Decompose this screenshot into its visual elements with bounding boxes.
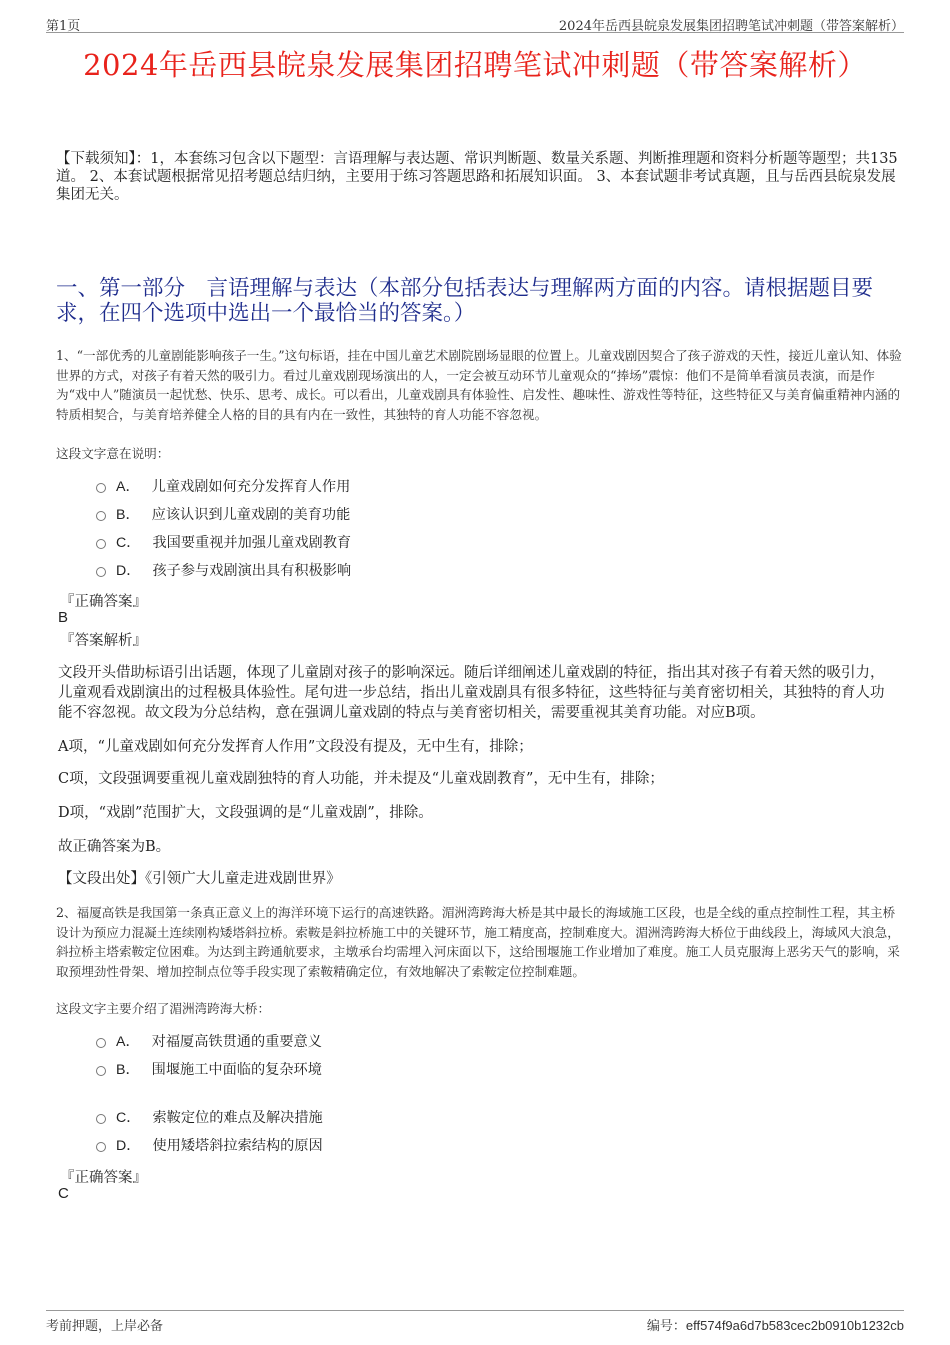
option-text: 应该认识到儿童戏剧的美育功能 xyxy=(151,507,351,523)
q2-correct-answer: C xyxy=(58,1185,69,1202)
question-2-text: 2、福厦高铁是我国第一条真正意义上的海洋环境下运行的高速铁路。湄洲湾跨海大桥是其中最长的海域施工区段，也是全线的重点控制性工程，其主桥设计为预应力混凝土连续刚构矮塔斜拉桥。索鞍是斜拉桥施工中的关键环节，施工精度高，控制难度大。湄洲湾跨海大桥位于曲线段上，海域风大浪急，斜拉桥主塔索鞍定位困难。为达到主跨通航要求，主墩承台均需埋入河床面以下，这给围堰施工作业增加了难度。施工人员克服海上恶劣天气的影响，采取预埋劲性骨架、增加控制点位等手段实现了索鞍精确定位，有效地解决了索鞍定位控制难题。 xyxy=(56,905,900,979)
q1-note-c: C项，文段强调要重视儿童戏剧独特的育人功能，并未提及“儿童戏剧教育”，无中生有，排除； xyxy=(58,771,664,787)
footer-code-label: 编号： xyxy=(646,1319,686,1334)
question-1-text: 1、“一部优秀的儿童剧能影响孩子一生。”这句标语，挂在中国儿童艺术剧院剧场显眼的位置上。儿童戏剧因契合了孩子游戏的天性，接近儿童认知、体验世界的方式，对孩子有着天然的吸引力。看过儿童戏剧现场演出的人，一定会被互动环节儿童观众的“捧场”震惊：他们不是简单看演员表演，而是作为“戏中人”随演员一起忧愁、快乐、思考、成长。可以看出，儿童戏剧具有体验性、启发性、趣味性、游戏性等特征，这些特征又与美育偏重精神内涵的特质相契合，与美育培养健全人格的目的具有内在一致性，其独特的育人功能不容忽视。 xyxy=(56,348,902,422)
footer-divider xyxy=(46,1310,904,1311)
section-heading: 一、第一部分 言语理解与表达（本部分包括表达与理解两方面的内容。请根据题目要求，在四个选项中选出一个最恰当的答案。） xyxy=(56,276,874,326)
q2-option-b[interactable] xyxy=(96,1059,322,1079)
download-notice: 【下载须知】：1，本套练习包含以下题型：言语理解与表达题、常识判断题、数量关系题、判断推理题和资料分析题等题型；共135道。 2、本套试题根据常见招考题总结归纳，主要用于练习答题思路和拓展知识面。 3、本套试题非考试真题，且与岳西县皖泉发展集团无关。 xyxy=(56,151,898,203)
q1-conclusion: 故正确答案为B。 xyxy=(58,839,171,855)
q1-option-b[interactable] xyxy=(96,504,350,524)
radio-icon[interactable] xyxy=(96,1142,106,1152)
option-letter: D． xyxy=(116,563,141,579)
option-letter: C． xyxy=(116,535,141,551)
option-letter: B． xyxy=(116,1062,140,1078)
radio-icon[interactable] xyxy=(96,1066,106,1076)
question-2-prompt: 这段文字主要介绍了湄洲湾跨海大桥： xyxy=(56,1001,271,1016)
option-letter: B． xyxy=(116,507,140,523)
radio-icon[interactable] xyxy=(96,1038,106,1048)
option-text: 儿童戏剧如何充分发挥育人作用 xyxy=(151,479,351,495)
option-text: 索鞍定位的难点及解决措施 xyxy=(152,1110,323,1126)
q2-option-d[interactable] xyxy=(96,1135,323,1155)
radio-icon[interactable] xyxy=(96,511,106,521)
q2-option-a[interactable] xyxy=(96,1031,322,1051)
radio-icon[interactable] xyxy=(96,1114,106,1124)
header-divider xyxy=(46,32,904,33)
q1-analysis-text: 文段开头借助标语引出话题，体现了儿童剧对孩子的影响深远。随后详细阐述儿童戏剧的特征，指出其对孩子有着天然的吸引力，儿童观看戏剧演出的过程极具体验性。尾句进一步总结，指出儿童戏剧具有很多特征，这些特征与美育密切相关，其独特的育人功能不容忽视。故文段为分总结构，意在强调儿童戏剧的特点与美育密切相关，需要重视其美育功能。对应B项。 xyxy=(58,665,885,721)
page-title: 2024年岳西县皖泉发展集团招聘笔试冲刺题（带答案解析） xyxy=(83,48,867,82)
option-text: 使用矮塔斜拉索结构的原因 xyxy=(152,1138,323,1154)
option-text: 围堰施工中面临的复杂环境 xyxy=(151,1062,322,1078)
footer-code-value: eff574f9a6d7b583cec2b0910b1232cb xyxy=(685,1318,904,1333)
q2-correct-answer-label: 『正确答案』 xyxy=(60,1170,147,1186)
radio-icon[interactable] xyxy=(96,567,106,577)
radio-icon[interactable] xyxy=(96,483,106,493)
q1-option-a[interactable] xyxy=(96,476,350,496)
option-text: 对福厦高铁贯通的重要意义 xyxy=(151,1034,322,1050)
option-letter: D． xyxy=(116,1138,141,1154)
header-doc-title: 2024年岳西县皖泉发展集团招聘笔试冲刺题（带答案解析） xyxy=(558,19,904,34)
option-letter: A． xyxy=(116,479,140,495)
option-letter: A． xyxy=(116,1034,140,1050)
question-1-prompt: 这段文字意在说明： xyxy=(56,446,170,461)
footer-code xyxy=(647,1315,904,1334)
option-text: 孩子参与戏剧演出具有积极影响 xyxy=(152,563,352,579)
page-number: 第1页 xyxy=(46,19,81,34)
q2-option-c[interactable] xyxy=(96,1107,323,1127)
q1-correct-answer: B xyxy=(58,609,69,626)
q1-analysis-label: 『答案解析』 xyxy=(60,633,147,649)
q1-option-d[interactable] xyxy=(96,560,351,580)
radio-icon[interactable] xyxy=(96,539,106,549)
option-letter: C． xyxy=(116,1110,141,1126)
q1-note-a: A项，“儿童戏剧如何充分发挥育人作用”文段没有提及，无中生有，排除； xyxy=(58,739,533,755)
q1-note-d: D项，“戏剧”范围扩大，文段强调的是“儿童戏剧”，排除。 xyxy=(58,805,433,821)
q1-correct-answer-label: 『正确答案』 xyxy=(60,594,147,610)
option-text: 我国要重视并加强儿童戏剧教育 xyxy=(152,535,352,551)
q1-source: 【文段出处】《引领广大儿童走进戏剧世界》 xyxy=(58,871,341,887)
footer-slogan: 考前押题，上岸必备 xyxy=(46,1319,164,1334)
q1-option-c[interactable] xyxy=(96,532,351,552)
